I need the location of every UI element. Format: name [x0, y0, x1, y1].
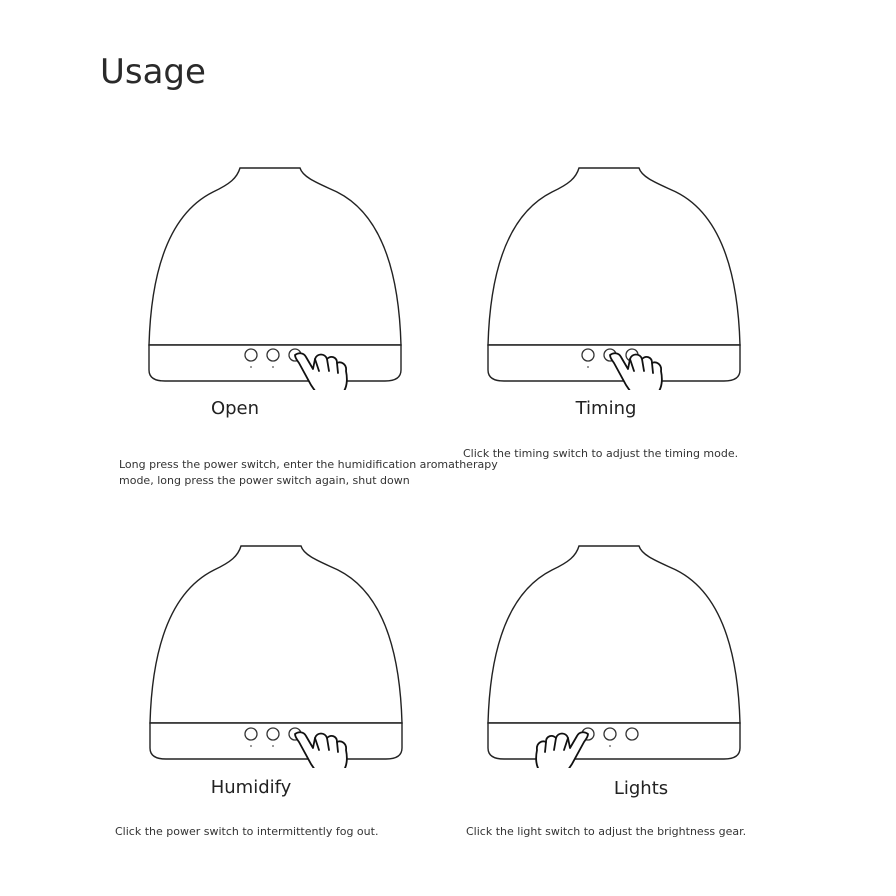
power-button	[626, 728, 638, 740]
diffuser-illustration-open	[145, 160, 405, 390]
step-description-timing: Click the timing switch to adjust the timing mode.	[463, 447, 739, 460]
step-label-timing: Timing	[575, 398, 637, 419]
diffuser-illustration-humidify	[146, 538, 406, 768]
step-description-open: Long press the power switch, enter the humidification aromatherapy mode, long press the power switch again, shut down	[119, 458, 498, 487]
light-button	[582, 349, 594, 361]
step-description-humidify: Click the power switch to intermittently fog out.	[115, 825, 379, 838]
step-description-lights: Click the light switch to adjust the brightness gear.	[466, 825, 747, 838]
light-button	[245, 728, 257, 740]
light-button	[245, 349, 257, 361]
timing-button	[267, 728, 279, 740]
diffuser-illustration-timing	[484, 160, 744, 390]
timing-button	[267, 349, 279, 361]
page-title: Usage	[100, 52, 206, 92]
timing-button	[604, 728, 616, 740]
step-label-open: Open	[210, 398, 260, 419]
diffuser-illustration-lights	[484, 538, 744, 768]
step-label-humidify: Humidify	[210, 777, 292, 798]
step-label-lights: Lights	[613, 778, 669, 799]
